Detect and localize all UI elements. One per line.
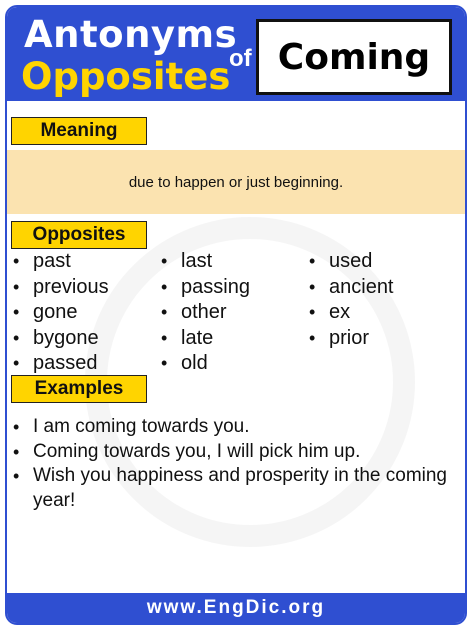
meaning-text: due to happen or just beginning. xyxy=(7,150,465,214)
header-of: of xyxy=(229,45,252,72)
opposites-column-2 xyxy=(159,249,250,377)
opposites-label: Opposites xyxy=(11,221,147,249)
opposite-word: • last xyxy=(159,249,250,275)
header-opposites: Opposites xyxy=(21,55,231,98)
opposite-word: • bygone xyxy=(11,326,109,352)
word-box xyxy=(256,19,452,95)
opposite-word: • prior xyxy=(307,326,394,352)
card-frame xyxy=(5,5,467,625)
opposite-word: • other xyxy=(159,300,250,326)
example-sentence: • I am coming towards you. xyxy=(11,415,451,440)
examples-list xyxy=(11,415,451,513)
opposite-word: • old xyxy=(159,351,250,377)
header xyxy=(7,7,465,101)
opposite-word: • previous xyxy=(11,275,109,301)
opposite-word: • gone xyxy=(11,300,109,326)
opposite-word: • past xyxy=(11,249,109,275)
opposite-word: • passed xyxy=(11,351,109,377)
opposite-word: • passing xyxy=(159,275,250,301)
opposite-word: • used xyxy=(307,249,394,275)
opposite-word: • late xyxy=(159,326,250,352)
footer-url[interactable]: www.EngDic.org xyxy=(7,593,465,623)
header-antonyms: Antonyms xyxy=(24,13,238,56)
opposites-column-1 xyxy=(11,249,109,377)
opposite-word: • ex xyxy=(307,300,394,326)
examples-label: Examples xyxy=(11,375,147,403)
opposites-column-3 xyxy=(307,249,394,351)
meaning-label: Meaning xyxy=(11,117,147,145)
example-sentence: • Coming towards you, I will pick him up. xyxy=(11,440,451,465)
opposite-word: • ancient xyxy=(307,275,394,301)
example-sentence: • Wish you happiness and prosperity in the coming year! xyxy=(11,464,451,513)
headword: Coming xyxy=(277,36,431,78)
